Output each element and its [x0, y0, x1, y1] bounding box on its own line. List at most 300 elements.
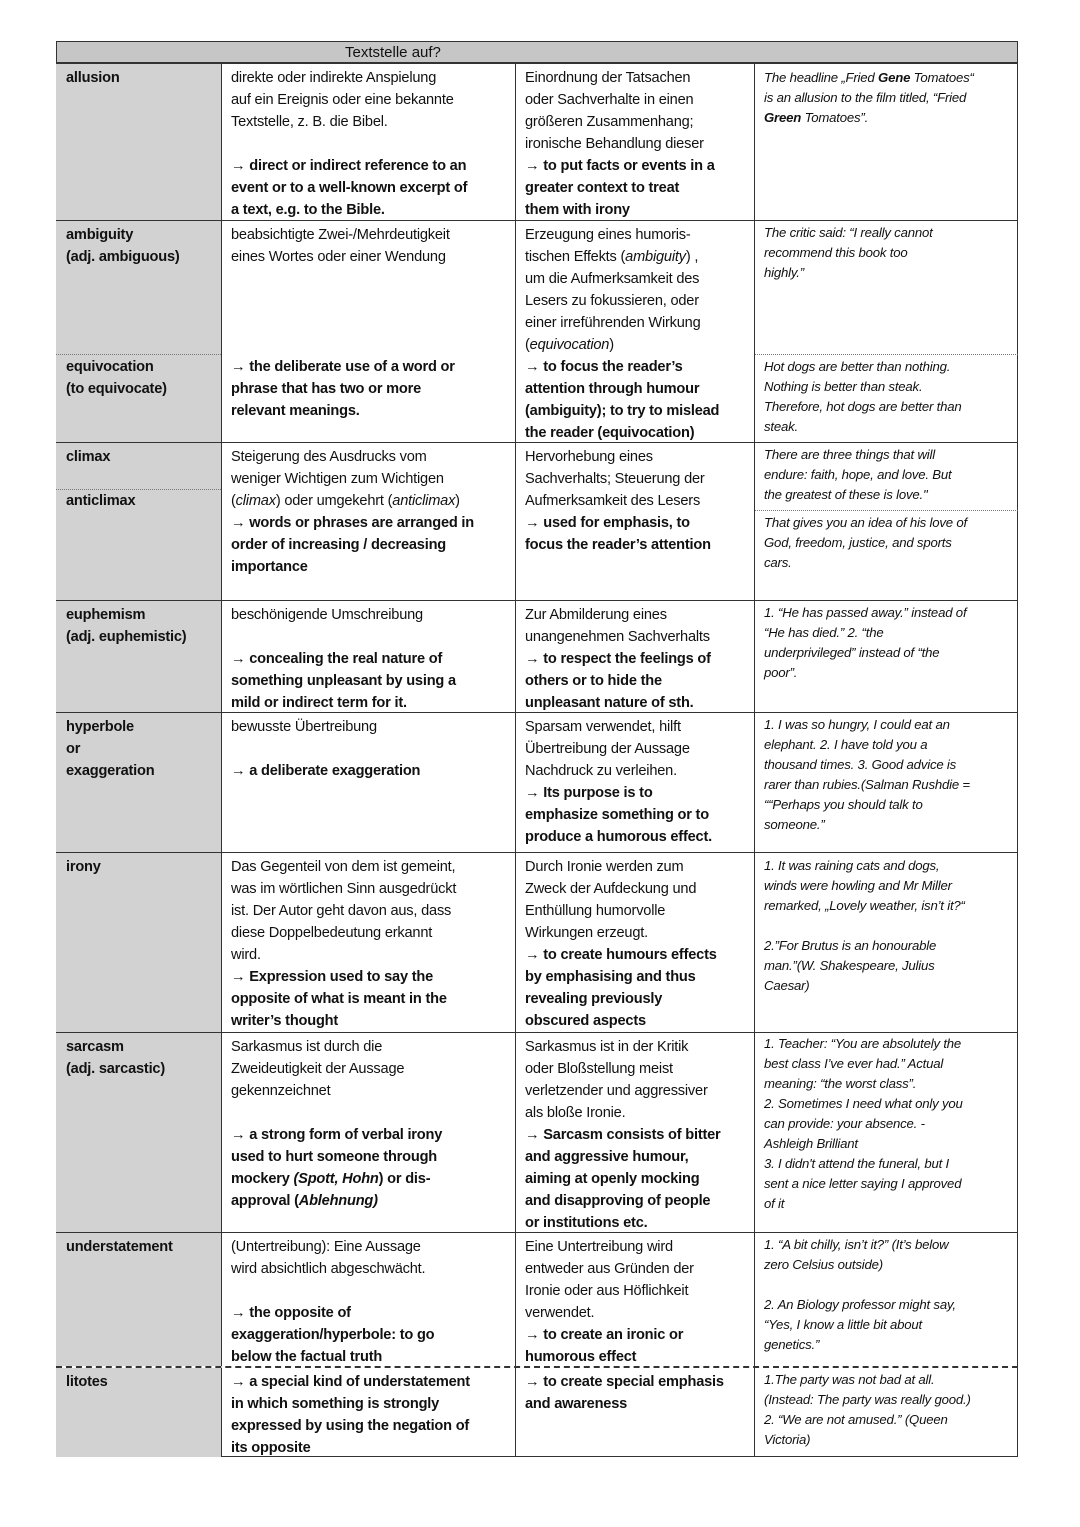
definition-line-text: → a special kind of understatement [231, 1374, 470, 1390]
definition-line-text: direkte oder indirekte Anspielung [231, 70, 437, 86]
effect-line [525, 111, 754, 133]
definition-cell [222, 1368, 516, 1457]
example-line-text: 1. “A bit chilly, isn’t it?” (It’s below [764, 1237, 949, 1252]
term-line [66, 446, 221, 468]
term-line-text: litotes [66, 1374, 108, 1390]
term-line-text: anticlimax [66, 493, 136, 509]
definition-line [231, 922, 515, 944]
definition-line-text: relevant meanings. [231, 403, 360, 419]
definition-line-segment: ) oder umgekehrt ( [275, 493, 393, 509]
effect-line-text: oder Bloßstellung meist [525, 1061, 673, 1077]
effect-line-text: produce a humorous effect. [525, 829, 712, 845]
example-line [764, 715, 1014, 735]
table-row [56, 442, 1018, 600]
definition-line-text: Textstelle, z. B. die Bibel. [231, 114, 388, 130]
example-cell [755, 221, 1018, 442]
effect-line-text: → used for emphasis, to [525, 515, 690, 531]
dotted-divider [56, 489, 221, 490]
example-line [764, 1074, 1014, 1094]
effect-line-text: Ironie oder aus Höflichkeit [525, 1283, 689, 1299]
example-cell [755, 1233, 1018, 1366]
effect-line-text: Hervorhebung eines [525, 449, 653, 465]
term-line [66, 1058, 221, 1080]
definition-cell [222, 221, 516, 442]
term-line [66, 716, 221, 738]
term-line [66, 67, 221, 89]
definition-line-text: eines Wortes oder einer Wendung [231, 249, 446, 265]
definition-line [231, 1393, 515, 1415]
effect-line-text: verletzender und aggressiver [525, 1083, 708, 1099]
definition-line [231, 966, 515, 988]
example-line-text: winds were howling and Mr Miller [764, 878, 952, 893]
effect-line [525, 356, 754, 378]
definition-line [231, 378, 515, 400]
definition-line-text: auf ein Ereignis oder eine bekannte [231, 92, 454, 108]
example-line-segment: The headline „Fried [764, 70, 879, 85]
effect-line-text: unangenehmen Sachverhalts [525, 629, 710, 645]
example-cell [755, 713, 1018, 852]
example-line [764, 916, 1014, 936]
example-line-text: God, freedom, justice, and sports [764, 535, 952, 550]
effect-line [525, 89, 754, 111]
definition-line [231, 738, 515, 760]
effect-line-text: and awareness [525, 1396, 628, 1412]
example-line [764, 417, 1014, 437]
definition-line-text: used to hurt someone through [231, 1149, 438, 1165]
definition-line-text: was im wörtlichen Sinn ausgedrückt [231, 881, 457, 897]
definition-line [231, 1324, 515, 1346]
example-block [764, 513, 1014, 573]
example-block [764, 603, 1014, 683]
effect-line-text: ironische Behandlung dieser [525, 136, 704, 152]
effect-line [525, 1324, 754, 1346]
example-line-text: 1. It was raining cats and dogs, [764, 858, 940, 873]
definition-line-text: Steigerung des Ausdrucks vom [231, 449, 427, 465]
example-block [764, 1235, 1014, 1355]
definition-cell [222, 713, 516, 852]
effect-line-text: als bloße Ironie. [525, 1105, 626, 1121]
example-line [764, 663, 1014, 683]
example-line-text: 1. Teacher: “You are absolutely the [764, 1036, 962, 1051]
effect-line [525, 1280, 754, 1302]
definition-line [231, 760, 515, 782]
effect-line-text: um die Aufmerksamkeit des [525, 271, 700, 287]
definition-line [231, 133, 515, 155]
effect-line [525, 312, 754, 334]
example-line [764, 68, 1014, 88]
term-line-text: sarcasm [66, 1039, 124, 1055]
example-line [764, 1154, 1014, 1174]
effect-line-segment: tischen Effekts ( [525, 249, 626, 265]
definition-line-text: (Untertreibung): Eine Aussage [231, 1239, 421, 1255]
effect-line-text: Zweck der Aufdeckung und [525, 881, 697, 897]
effect-line [525, 1302, 754, 1324]
definition-line [231, 1190, 515, 1212]
example-cell [755, 853, 1018, 1032]
definition-line-segment: Ablehnung) [298, 1193, 378, 1209]
effect-line-segment: ambiguity [625, 249, 686, 265]
example-line [764, 1194, 1014, 1214]
term-cell [56, 1033, 222, 1232]
example-line-text: 3. I didn't attend the funeral, but I [764, 1156, 950, 1171]
effect-line-text: others or to hide the [525, 673, 662, 689]
example-line [764, 603, 1014, 623]
definition-line [231, 490, 515, 512]
term-cell [56, 1368, 222, 1457]
effect-line-text: greater context to treat [525, 180, 680, 196]
example-cell [755, 1033, 1018, 1232]
definition-line [231, 1437, 515, 1459]
effect-line [525, 900, 754, 922]
term-cell [56, 443, 222, 600]
definition-line [231, 89, 515, 111]
term-line [66, 604, 221, 626]
definition-cell [222, 1233, 516, 1366]
example-line [764, 1174, 1014, 1194]
definition-line-text: diese Doppelbedeutung erkannt [231, 925, 433, 941]
effect-line-text: and aggressive humour, [525, 1149, 689, 1165]
effect-cell [516, 1033, 755, 1232]
table-header [56, 41, 1018, 63]
table-row [56, 1366, 1018, 1457]
effect-line-text: Übertreibung der Aussage [525, 741, 690, 757]
effect-line [525, 268, 754, 290]
definition-line-text: → words or phrases are arranged in [231, 515, 474, 531]
example-line-text: rarer than rubies.(Salman Rushdie = [764, 777, 970, 792]
example-line-text: of it [764, 1196, 785, 1211]
definition-line-text: → the opposite of [231, 1305, 351, 1321]
example-line [764, 856, 1014, 876]
definition-line-segment: climax [235, 493, 276, 509]
definition-line [231, 1346, 515, 1368]
term-line-text: understatement [66, 1239, 173, 1255]
effect-line-text: → Sarcasm consists of bitter [525, 1127, 721, 1143]
effect-line-text: Enthüllung humorvolle [525, 903, 666, 919]
table-row [56, 63, 1018, 220]
example-line-text: Victoria) [764, 1432, 811, 1447]
definition-line-text: importance [231, 559, 308, 575]
effect-line-text: aiming at openly mocking [525, 1171, 700, 1187]
definition-line [231, 1080, 515, 1102]
example-line-text: steak. [764, 419, 798, 434]
example-block [764, 223, 1014, 283]
effect-cell [516, 1368, 755, 1457]
definition-line [231, 468, 515, 490]
term-line [66, 268, 221, 290]
table-row [56, 220, 1018, 442]
effect-line-text: Sachverhalts; Steuerung der [525, 471, 705, 487]
effect-line [525, 155, 754, 177]
example-line-text: “Yes, I know a little bit about [764, 1317, 922, 1332]
header-title: Textstelle auf? [345, 44, 441, 61]
example-line [764, 243, 1014, 263]
definition-line-text: Das Gegenteil von dem ist gemeint, [231, 859, 456, 875]
effect-cell [516, 443, 755, 600]
effect-line [525, 988, 754, 1010]
effect-cell [516, 853, 755, 1032]
effect-line [525, 1236, 754, 1258]
effect-line [525, 246, 754, 268]
effect-line-text: → to respect the feelings of [525, 651, 711, 667]
effect-line [525, 966, 754, 988]
example-line-text: 2. An Biology professor might say, [764, 1297, 956, 1312]
effect-line [525, 290, 754, 312]
effect-line-text: Nachdruck zu verleihen. [525, 763, 677, 779]
example-line-text: 2.”For Brutus is an honourable [764, 938, 937, 953]
term-line-text: or [66, 741, 81, 757]
effect-line-text: emphasize something or to [525, 807, 709, 823]
effect-line-text: → Its purpose is to [525, 785, 653, 801]
effect-line-segment: equivocation [529, 337, 610, 353]
term-line-text: (adj. sarcastic) [66, 1061, 166, 1077]
example-line [764, 465, 1014, 485]
definition-line [231, 1415, 515, 1437]
effect-line-text: obscured aspects [525, 1013, 646, 1029]
effect-line [525, 648, 754, 670]
effect-line-text: Sparsam verwendet, hilft [525, 719, 681, 735]
example-line-text: genetics.” [764, 1337, 820, 1352]
effect-line [525, 199, 754, 221]
definition-line [231, 878, 515, 900]
effect-line [525, 738, 754, 760]
definition-line-text: beabsichtigte Zwei-/Mehrdeutigkeit [231, 227, 450, 243]
term-line-text: ambiguity [66, 227, 134, 243]
definition-line [231, 1280, 515, 1302]
example-line [764, 1255, 1014, 1275]
table-row [56, 600, 1018, 712]
example-line [764, 1275, 1014, 1295]
example-line [764, 795, 1014, 815]
example-line [764, 1054, 1014, 1074]
effect-line-text: them with irony [525, 202, 630, 218]
term-line [66, 626, 221, 648]
example-line-text: elephant. 2. I have told you a [764, 737, 928, 752]
term-line-text: exaggeration [66, 763, 155, 779]
example-line [764, 397, 1014, 417]
example-cell [755, 601, 1018, 712]
definition-line-text: phrase that has two or more [231, 381, 422, 397]
example-block [764, 715, 1014, 835]
definition-line [231, 1058, 515, 1080]
effect-line [525, 782, 754, 804]
effect-line-text: Lesers zu fokussieren, oder [525, 293, 699, 309]
definition-line [231, 155, 515, 177]
example-cell [755, 1368, 1018, 1457]
effect-line [525, 1036, 754, 1058]
effect-line-text: größeren Zusammenhang; [525, 114, 694, 130]
definition-line-text: Zweideutigkeit der Aussage [231, 1061, 405, 1077]
term-line [66, 490, 221, 512]
example-line-text: someone.” [764, 817, 825, 832]
definition-line [231, 290, 515, 312]
effect-line-text: entweder aus Gründen der [525, 1261, 694, 1277]
example-line-text: Hot dogs are better than nothing. [764, 359, 951, 374]
example-line-text: 1. I was so hungry, I could eat an [764, 717, 950, 732]
effect-line [525, 1168, 754, 1190]
example-line-segment: Gene [878, 70, 911, 85]
term-line-text: (adj. ambiguous) [66, 249, 180, 265]
effect-line-text: Wirkungen erzeugt. [525, 925, 648, 941]
example-line [764, 1134, 1014, 1154]
definition-line [231, 512, 515, 534]
effect-line-segment: ) [609, 337, 614, 353]
example-line [764, 936, 1014, 956]
effect-line [525, 378, 754, 400]
definition-line-text: gekennzeichnet [231, 1083, 331, 1099]
definition-line-text: → the deliberate use of a word or [231, 359, 455, 375]
example-block [764, 1034, 1014, 1214]
example-line [764, 1094, 1014, 1114]
example-line-text: (Instead: The party was really good.) [764, 1392, 971, 1407]
term-line-text: (to equivocate) [66, 381, 167, 397]
example-line [764, 1114, 1014, 1134]
term-cell [56, 853, 222, 1032]
term-line [66, 1371, 221, 1393]
example-block [764, 856, 1014, 996]
effect-line [525, 1058, 754, 1080]
effect-line [525, 1102, 754, 1124]
definition-line-text: a text, e.g. to the Bible. [231, 202, 385, 218]
example-line [764, 1410, 1014, 1430]
effect-line [525, 826, 754, 848]
definition-line-text: writer’s thought [231, 1013, 339, 1029]
definition-line [231, 67, 515, 89]
definition-line [231, 246, 515, 268]
example-line-text: endure: faith, hope, and love. But [764, 467, 952, 482]
example-line-text: That gives you an idea of his love of [764, 515, 967, 530]
example-line-text: 2. “We are not amused.” (Queen [764, 1412, 948, 1427]
term-line [66, 1036, 221, 1058]
term-line [66, 378, 221, 400]
effect-line-text: Durch Ironie werden zum [525, 859, 684, 875]
definition-line [231, 692, 515, 714]
definition-line-text: something unpleasant by using a [231, 673, 456, 689]
definition-line [231, 604, 515, 626]
example-line-text: is an allusion to the film titled, “Fried [764, 90, 967, 105]
definition-line-segment: ) [455, 493, 460, 509]
example-line-segment: Tomatoes“ [910, 70, 974, 85]
example-line [764, 445, 1014, 465]
effect-line [525, 534, 754, 556]
effect-line [525, 1212, 754, 1234]
effect-line [525, 944, 754, 966]
example-line-text: ““Perhaps you should talk to [764, 797, 923, 812]
effect-line-segment: ) , [685, 249, 699, 265]
effect-cell [516, 64, 755, 220]
effect-line [525, 692, 754, 714]
definition-line-text: beschönigende Umschreibung [231, 607, 423, 623]
definition-line [231, 312, 515, 334]
definition-line-text: expressed by using the negation of [231, 1418, 470, 1434]
effect-line-text: and disapproving of people [525, 1193, 711, 1209]
example-line-text: Nothing is better than steak. [764, 379, 923, 394]
definition-line [231, 224, 515, 246]
definition-line-text: → direct or indirect reference to an [231, 158, 467, 174]
effect-line-text: → to create special emphasis [525, 1374, 724, 1390]
effect-line-text: the reader (equivocation) [525, 425, 695, 441]
term-line-text: allusion [66, 70, 120, 86]
definition-line [231, 1124, 515, 1146]
effect-line [525, 422, 754, 444]
term-cell [56, 64, 222, 220]
definition-cell [222, 1033, 516, 1232]
definition-line [231, 199, 515, 221]
effect-line-text: by emphasising and thus [525, 969, 696, 985]
term-line-text: climax [66, 449, 111, 465]
term-line [66, 738, 221, 760]
example-line-text: underprivileged” instead of “the [764, 645, 940, 660]
definition-line [231, 1371, 515, 1393]
definition-line-text: event or to a well-known excerpt of [231, 180, 468, 196]
definition-line-text: weniger Wichtigen zum Wichtigen [231, 471, 444, 487]
example-line [764, 1390, 1014, 1410]
dotted-divider [56, 354, 221, 355]
definition-line [231, 944, 515, 966]
example-line [764, 1034, 1014, 1054]
definition-line [231, 111, 515, 133]
definition-line [231, 446, 515, 468]
effect-line [525, 1258, 754, 1280]
definition-line-text: wird. [231, 947, 261, 963]
definition-line [231, 1010, 515, 1032]
effect-line [525, 133, 754, 155]
effect-line [525, 922, 754, 944]
definition-line [231, 856, 515, 878]
term-line-text: euphemism [66, 607, 146, 623]
example-line-text: best class I’ve ever had.” Actual [764, 1056, 944, 1071]
example-block [764, 68, 1014, 128]
effect-line [525, 1371, 754, 1393]
term-line [66, 468, 221, 490]
effect-line [525, 670, 754, 692]
definition-line [231, 1036, 515, 1058]
definition-line-text: order of increasing / decreasing [231, 537, 447, 553]
effect-line [525, 626, 754, 648]
example-line [764, 223, 1014, 243]
effect-line [525, 760, 754, 782]
effect-line [525, 878, 754, 900]
definition-line-text: bewusste Übertreibung [231, 719, 377, 735]
example-line [764, 485, 1014, 505]
definition-cell [222, 601, 516, 712]
example-line-text: the greatest of these is love." [764, 487, 928, 502]
effect-line-text: attention through humour [525, 381, 700, 397]
example-line [764, 88, 1014, 108]
dotted-divider [755, 354, 1018, 355]
definition-line [231, 988, 515, 1010]
definition-line-segment: mockery [231, 1171, 294, 1187]
example-line-text: zero Celsius outside) [764, 1257, 883, 1272]
definition-line [231, 1168, 515, 1190]
effect-line-text: Einordnung der Tatsachen [525, 70, 691, 86]
example-block [764, 357, 1014, 437]
definition-line-segment: anticlimax [392, 493, 456, 509]
example-line-text: The critic said: “I really cannot [764, 225, 933, 240]
definition-line [231, 177, 515, 199]
definition-cell [222, 853, 516, 1032]
effect-line [525, 804, 754, 826]
example-line-text: remarked, „Lovely weather, isn’t it?“ [764, 898, 965, 913]
effect-line [525, 1146, 754, 1168]
example-line [764, 1335, 1014, 1355]
definition-line [231, 534, 515, 556]
definition-line-text: opposite of what is meant in the [231, 991, 447, 1007]
term-cell [56, 713, 222, 852]
example-block [764, 445, 1014, 505]
effect-cell [516, 221, 755, 442]
definition-line [231, 356, 515, 378]
term-line [66, 224, 221, 246]
